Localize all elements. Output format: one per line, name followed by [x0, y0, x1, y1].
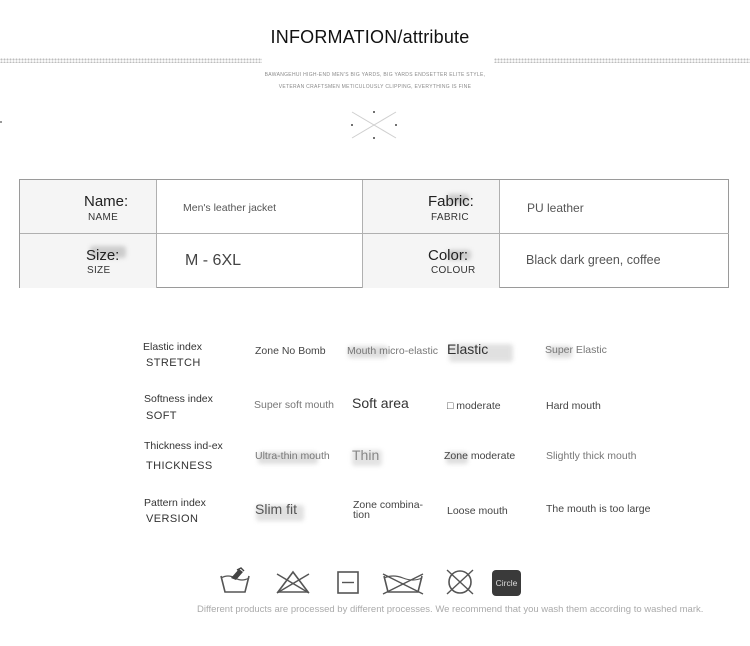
elastic-index-sublabel: STRETCH [146, 357, 201, 369]
size-sublabel: SIZE [87, 265, 111, 276]
decorative-dot [0, 121, 2, 123]
do-not-dry-clean-icon [444, 566, 476, 598]
color-label-cell [363, 234, 500, 288]
thickness-index-sublabel: THICKNESS [146, 460, 213, 472]
pattern-index-label: Pattern index [144, 497, 206, 509]
thickness-option-1: Ultra-thin mouth [255, 450, 330, 462]
fabric-label: Fabric: [428, 193, 474, 210]
color-value-cell [500, 234, 729, 288]
pattern-option-2: Zone combina-tion [353, 499, 424, 521]
hand-wash-icon [219, 566, 251, 598]
pattern-index-sublabel: VERSION [146, 513, 199, 525]
softness-option-4: Hard mouth [546, 400, 601, 412]
name-sublabel: NAME [88, 212, 119, 223]
thickness-index-label: Thickness ind-ex [144, 440, 223, 452]
name-value-cell [157, 180, 363, 234]
size-label-cell [20, 234, 157, 288]
elastic-option-3-selected: Elastic [447, 341, 489, 357]
circle-label: Circle [495, 578, 518, 588]
color-value: Black dark green, coffee [526, 253, 661, 267]
size-value: M - 6XL [185, 252, 242, 269]
size-label: Size: [86, 247, 120, 264]
do-not-bleach-icon [274, 566, 312, 598]
softness-index-sublabel: SOFT [146, 410, 177, 422]
fabric-sublabel: FABRIC [431, 212, 469, 223]
elastic-option-2: Mouth micro-elastic [347, 345, 439, 357]
softness-index-label: Softness index [144, 393, 213, 405]
elastic-option-4: Super Elastic [545, 344, 607, 356]
fabric-label-cell [363, 180, 500, 234]
softness-option-2-selected: Soft area [352, 395, 409, 411]
do-not-wash-icon [381, 566, 425, 598]
thickness-option-2-selected: Thin [352, 447, 380, 463]
page-title: INFORMATION/attribute [270, 27, 470, 47]
color-sublabel: COLOUR [431, 265, 476, 276]
pattern-option-1-selected: Slim fit [255, 501, 297, 517]
pattern-option-3: Loose mouth [447, 505, 508, 517]
tumble-dry-icon [336, 566, 360, 598]
softness-option-3: □ moderate [447, 400, 501, 412]
pattern-option-4: The mouth is too large [546, 503, 651, 515]
fabric-value: PU leather [527, 201, 584, 215]
header-tagline-2: VETERAN CRAFTSMEN METICULOUSLY CLIPPING, EVERYTHING IS FINE [278, 84, 472, 90]
size-value-cell [157, 234, 363, 288]
thickness-option-3: Zone moderate [444, 450, 516, 462]
care-instructions-note: Different products are processed by different processes. We recommend that you wash them according to washed mark. [197, 604, 704, 615]
header-tagline-1: BAWANGEHUI HIGH-END MEN'S BIG YARDS, BIG YARDS ENDSETTER ELITE STYLE, [264, 72, 486, 78]
elastic-option-1: Zone No Bomb [255, 345, 326, 357]
dotted-divider-right [494, 58, 750, 63]
name-label: Name: [84, 193, 129, 210]
name-value: Men's leather jacket [183, 202, 277, 214]
name-label-cell [20, 180, 157, 234]
dotted-divider-left [0, 58, 262, 63]
product-info-table [19, 179, 729, 288]
fabric-value-cell [500, 180, 729, 234]
elastic-index-label: Elastic index [143, 341, 202, 353]
color-label: Color: [428, 247, 469, 264]
cross-ornament-icon [348, 108, 400, 142]
softness-option-1: Super soft mouth [254, 399, 334, 411]
thickness-option-4: Slightly thick mouth [546, 450, 637, 462]
